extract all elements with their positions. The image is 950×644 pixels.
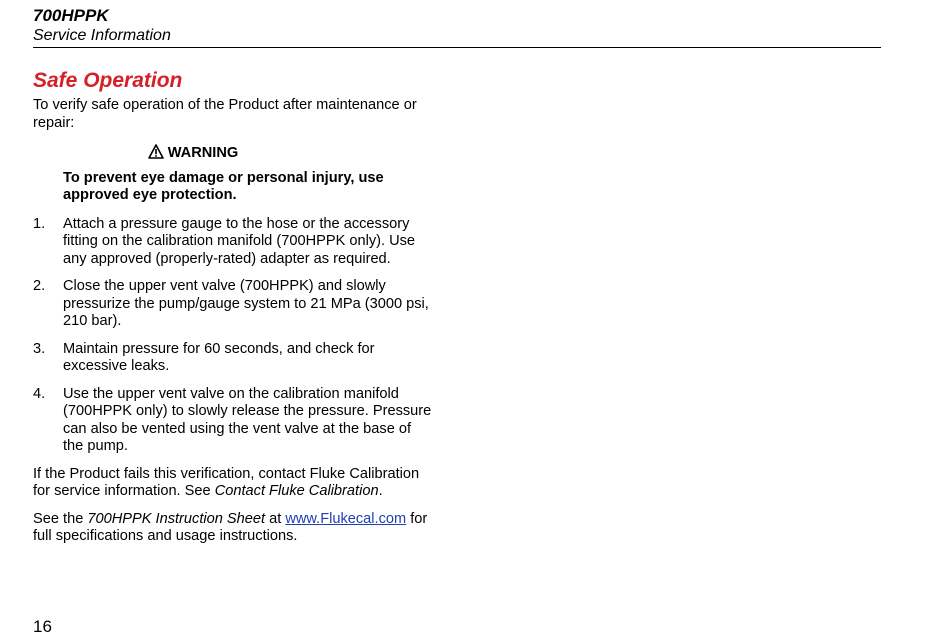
list-item [33, 216, 433, 269]
flukecal-link[interactable]: www.Flukecal.com [285, 510, 407, 527]
warning-label: WARNING [167, 145, 239, 161]
main-content [33, 68, 433, 556]
warning-text: To prevent eye damage or personal injury, use approved eye protection. [63, 169, 384, 203]
step-text: Use the upper vent valve on the calibration manifold (700HPPK only) to slowly release the pressure. Pressure can also be vented using the vent valve at the base of the pump. [63, 385, 432, 454]
running-header [33, 6, 881, 46]
warning-heading [33, 144, 353, 165]
header-divider [33, 47, 881, 48]
failure-paragraph [33, 466, 433, 501]
procedure-steps [33, 216, 433, 456]
list-item [33, 278, 433, 331]
see-text-start: See the [33, 510, 88, 527]
step-number: 4. [33, 385, 46, 402]
step-number: 3. [33, 340, 46, 357]
contact-reference: Contact Fluke Calibration [214, 483, 379, 499]
header-model: 700HPPK [33, 6, 109, 25]
see-text-end: for full specifications and usage instructions. [33, 510, 428, 544]
see-paragraph [33, 511, 433, 546]
step-number: 1. [33, 215, 46, 232]
see-text-at: at [265, 510, 286, 527]
list-item [33, 341, 433, 376]
failure-text-end: . [378, 483, 383, 499]
failure-text-start: If the Product fails this verification, contact Fluke Calibration for service information. See [33, 465, 420, 499]
step-number: 2. [33, 278, 46, 294]
list-item [33, 386, 433, 456]
section-title: Safe Operation [33, 69, 183, 92]
intro-paragraph: To verify safe operation of the Product after maintenance or repair: [33, 97, 417, 131]
step-text: Attach a pressure gauge to the hose or the accessory fitting on the calibration manifold (700HPPK only). Use any approved (properly-rated) adapter as required. [63, 215, 416, 267]
instruction-sheet-reference: 700HPPK Instruction Sheet [87, 510, 266, 527]
step-text: Maintain pressure for 60 seconds, and check for excessive leaks. [63, 340, 375, 374]
page-number: 16 [33, 617, 52, 636]
warning-triangle-icon [148, 144, 164, 165]
header-section: Service Information [33, 27, 171, 44]
step-text: Close the upper vent valve (700HPPK) and slowly pressurize the pump/gauge system to 21 MPa (3000 psi, 210 bar). [63, 278, 429, 329]
